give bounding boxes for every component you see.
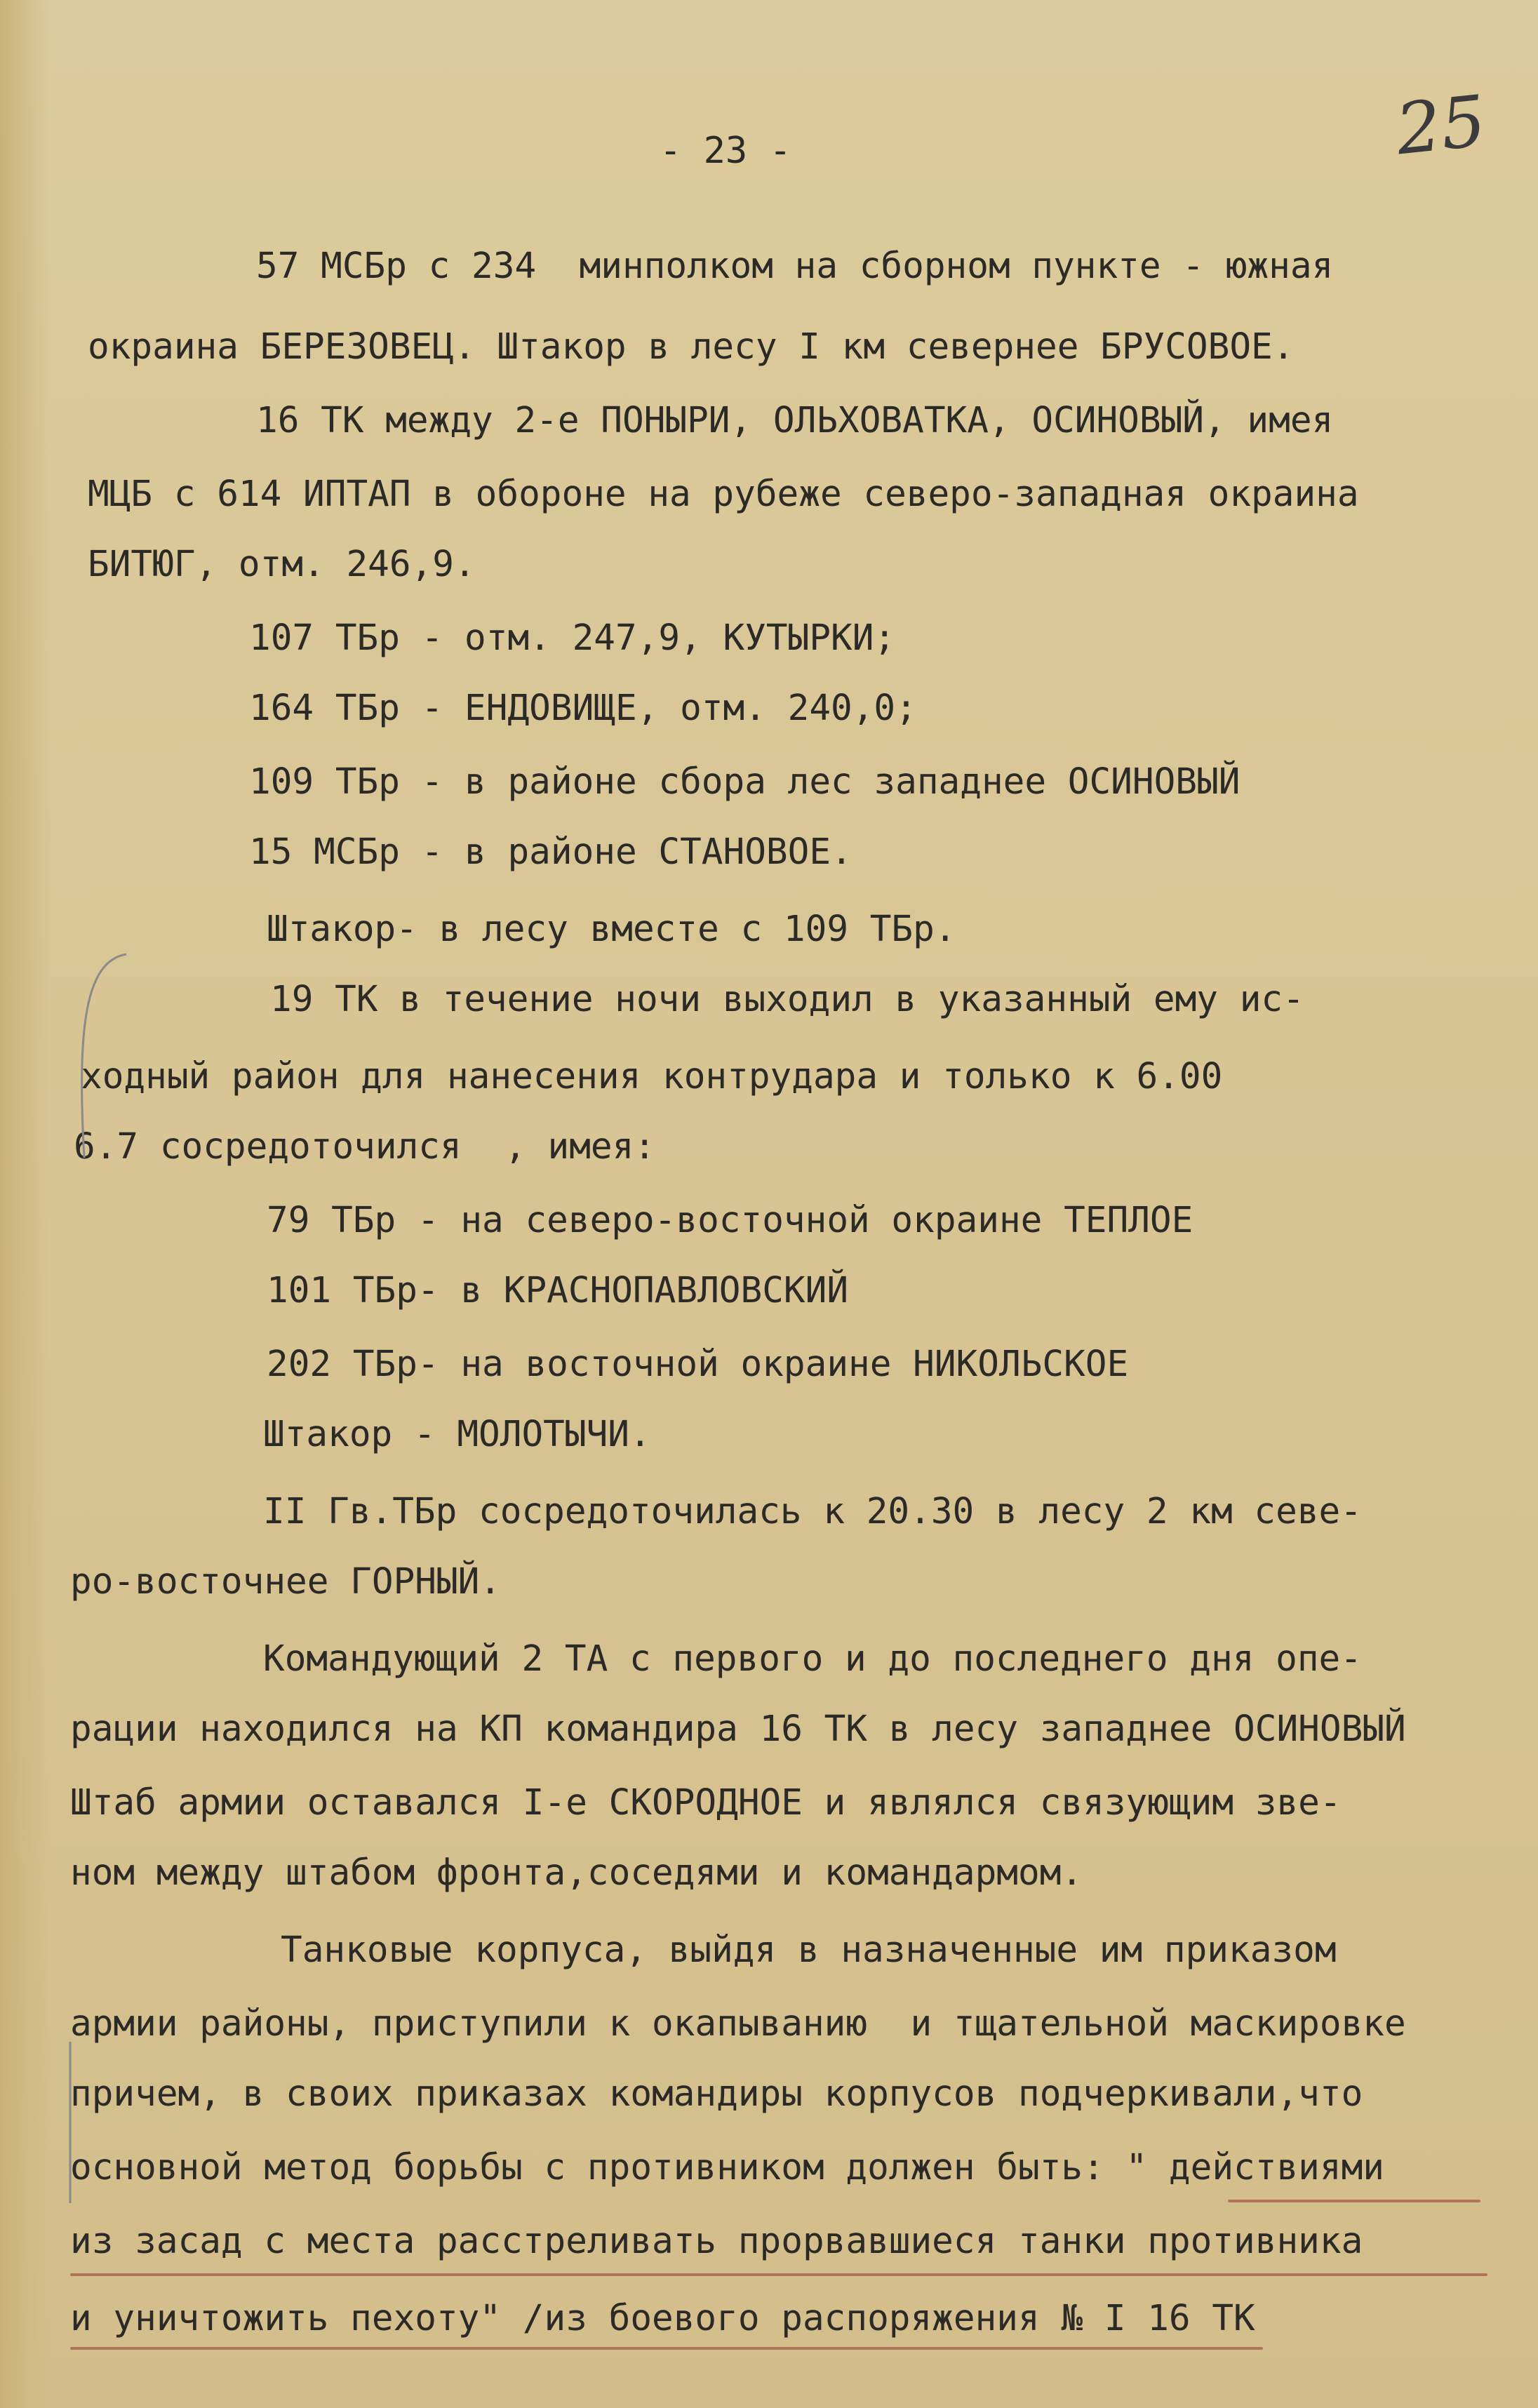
text-line: 164 ТБр - ЕНДОВИЩЕ, отм. 240,0; [249,688,917,729]
text-line: 19 ТК в течение ночи выходил в указанный ему ис- [270,979,1304,1020]
page-number: - 23 - [660,130,791,172]
text-line: 16 ТК между 2-е ПОНЫРИ, ОЛЬХОВАТКА, ОСИНОВЫЙ, имея [256,400,1334,441]
text-line: МЦБ с 614 ИПТАП в обороне на рубеже северо-западная окраина [88,474,1359,515]
pencil-underline [70,2273,1487,2276]
text-line: 202 ТБр- на восточной окраине НИКОЛЬСКОЕ [267,1344,1129,1385]
text-line: 57 МСБр с 234 минполком на сборном пункте - южная [256,246,1334,287]
archive-page-number: 25 [1392,79,1490,171]
text-line: армии районы, приступили к окапыванию и тщательной маскировке [70,2003,1406,2045]
text-line: 109 ТБр - в районе сбора лес западнее ОСИНОВЫЙ [249,761,1241,803]
text-line: 101 ТБр- в КРАСНОПАВЛОВСКИЙ [267,1270,849,1311]
text-line: причем, в своих приказах командиры корпусов подчеркивали,что [70,2073,1363,2115]
margin-bracket-mark [56,947,140,1172]
text-line: II Гв.ТБр сосредоточилась к 20.30 в лесу 2 км севе- [263,1491,1362,1532]
text-line: Штакор- в лесу вместе с 109 ТБр. [267,909,956,950]
text-line: ном между штабом фронта,соседями и командармом. [70,1852,1083,1894]
text-line: основной метод борьбы с противником должен быть: " действиями [70,2147,1384,2188]
pencil-underline [1228,2200,1480,2202]
text-line: рации находился на КП командира 16 ТК в лесу западнее ОСИНОВЫЙ [70,1708,1406,1750]
text-line: 15 МСБр - в районе СТАНОВОЕ. [249,831,852,873]
text-line: Штаб армии оставался I-е СКОРОДНОЕ и являлся связующим зве- [70,1782,1342,1824]
text-line: 79 ТБр - на северо-восточной окраине ТЕПЛОЕ [267,1200,1193,1241]
text-line: Танковые корпуса, выйдя в назначенные им приказом [281,1929,1337,1971]
text-line: и уничтожить пехоту" /из боевого распоряжения № I 16 ТК [70,2298,1255,2339]
text-line: Штакор - МОЛОТЫЧИ. [263,1414,651,1455]
text-line: Командующий 2 ТА с первого и до последнего дня опе- [263,1638,1362,1680]
margin-bracket-mark [42,2035,98,2217]
text-line: 6.7 сосредоточился , имея: [74,1126,656,1168]
text-line: окраина БЕРЕЗОВЕЦ. Штакор в лесу I км севернее БРУСОВОЕ. [88,326,1295,368]
pencil-underline [70,2347,1263,2350]
text-line: ходный район для нанесения контрудара и только к 6.00 [81,1056,1223,1097]
text-line: ро-восточнее ГОРНЫЙ. [70,1561,502,1603]
text-line: из засад с места расстреливать прорвавшиеся танки противника [70,2221,1363,2262]
text-line: БИТЮГ, отм. 246,9. [88,544,476,585]
text-line: 107 ТБр - отм. 247,9, КУТЫРКИ; [249,617,896,659]
